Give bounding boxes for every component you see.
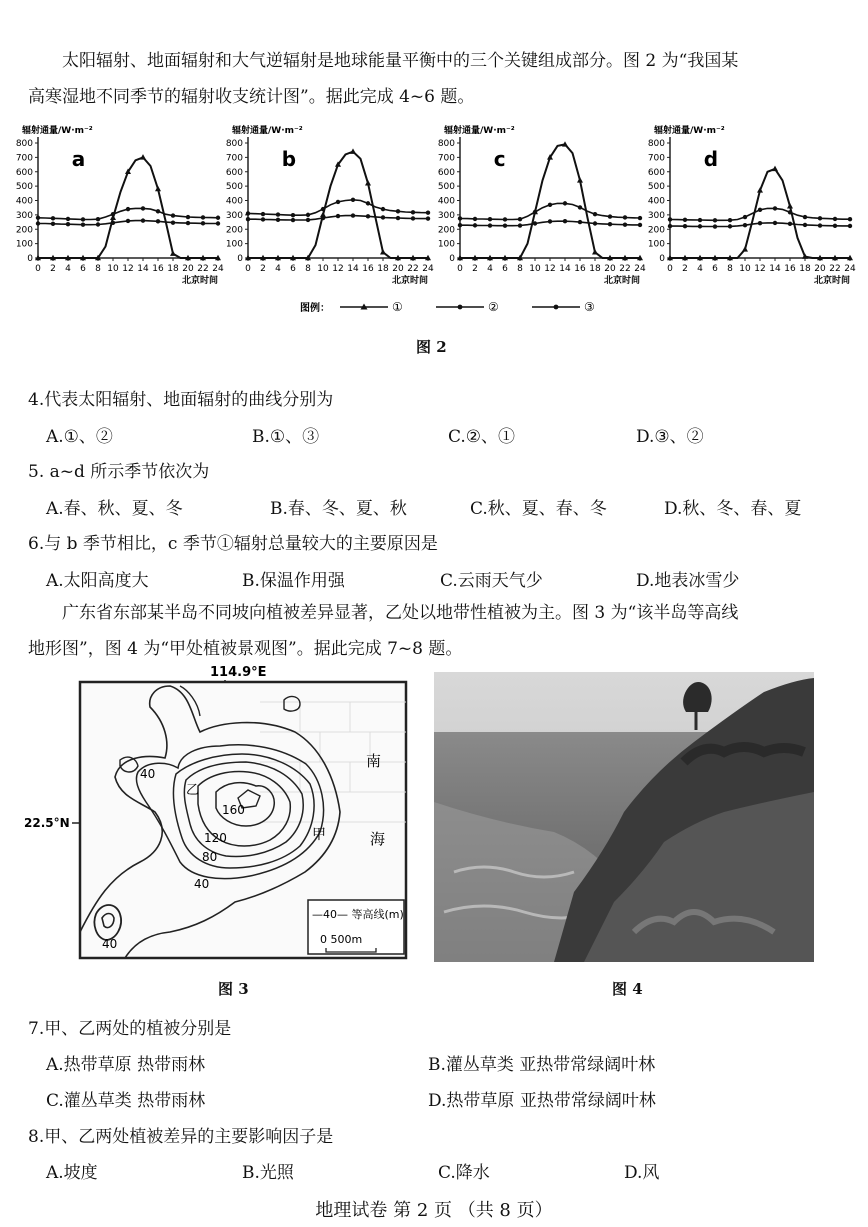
y-tick-label: 0: [27, 254, 33, 264]
series-point-3: [381, 215, 385, 219]
y-tick-label: 600: [15, 167, 33, 178]
series-point-2: [683, 218, 687, 222]
series-point-2: [518, 217, 522, 221]
q6-option-c[interactable]: C.云雨天气少: [440, 571, 543, 591]
series-point-2: [728, 218, 732, 222]
q4-option-a[interactable]: A.①、②: [46, 427, 113, 447]
series-point-3: [141, 218, 145, 222]
series-point-3: [306, 218, 310, 222]
q5-option-a[interactable]: A.春、秋、夏、冬: [46, 499, 183, 519]
x-tick-label: 20: [604, 264, 616, 274]
q6-option-b[interactable]: B.保温作用强: [242, 571, 345, 591]
series-point-3: [518, 223, 522, 227]
series-point-2: [533, 210, 537, 214]
q8-stem: 8.甲、乙两处植被差异的主要影响因子是: [28, 1127, 334, 1147]
series-point-3: [743, 223, 747, 227]
x-tick-label: 6: [80, 264, 86, 274]
series-line-1: [460, 144, 640, 258]
series-point-2: [351, 198, 355, 202]
x-tick-label: 12: [754, 264, 766, 274]
q6-stem: 6.与 b 季节相比，c 季节①辐射总量较大的主要原因是: [28, 534, 438, 554]
series-point-3: [201, 221, 205, 225]
q5-option-b[interactable]: B.春、冬、夏、秋: [270, 499, 407, 519]
series-point-3: [411, 216, 415, 220]
series-point-2: [411, 210, 415, 214]
contour-label-40-south: 40: [194, 877, 210, 891]
y-tick-label: 400: [15, 196, 33, 207]
x-tick-label: 0: [35, 264, 41, 274]
series-point-2: [563, 201, 567, 205]
vegetation-photo: [434, 672, 814, 962]
y-tick-label: 200: [15, 225, 33, 236]
x-tick-label: 22: [619, 264, 631, 274]
q8-option-b[interactable]: B.光照: [242, 1163, 294, 1183]
series-point-3: [351, 213, 355, 217]
x-tick-label: 4: [487, 264, 493, 274]
x-tick-label: 8: [517, 264, 523, 274]
y-tick-label: 600: [647, 167, 665, 178]
map-longitude: 114.9°E: [210, 665, 267, 680]
y-axis-label: 辐射通量/W·m⁻²: [232, 126, 303, 136]
series-point-3: [276, 218, 280, 222]
x-tick-label: 22: [197, 264, 209, 274]
series-point-3: [321, 216, 325, 220]
y-tick-label: 700: [647, 153, 665, 164]
y-tick-label: 600: [225, 167, 243, 178]
x-axis-label: 北京时间: [181, 276, 218, 286]
chart-panel-a: [16, 124, 224, 286]
map-legend-contour: —40— 等高线(m): [312, 908, 404, 921]
x-tick-label: 16: [574, 264, 586, 274]
series-point-2: [246, 211, 250, 215]
series-point-3: [773, 221, 777, 225]
y-tick-label: 700: [437, 153, 455, 164]
point-yi: 乙: [186, 783, 200, 798]
series-point-2: [713, 218, 717, 222]
q4-option-c[interactable]: C.②、①: [448, 427, 516, 447]
y-tick-label: 400: [225, 196, 243, 207]
x-tick-label: 4: [275, 264, 281, 274]
fig3-caption: 图 3: [218, 980, 249, 998]
series-point-1: [757, 187, 763, 192]
y-tick-label: 800: [647, 139, 665, 149]
map-latitude: 22.5°N: [24, 816, 70, 830]
series-point-2: [788, 210, 792, 214]
series-point-2: [473, 217, 477, 221]
series-point-2: [381, 207, 385, 211]
y-tick-label: 500: [225, 182, 243, 193]
series-point-3: [608, 222, 612, 226]
map-scale: 0 500m: [320, 933, 363, 946]
y-tick-label: 200: [437, 225, 455, 236]
series-point-2: [216, 216, 220, 220]
series-point-2: [111, 212, 115, 216]
x-tick-label: 2: [260, 264, 266, 274]
series-point-3: [548, 219, 552, 223]
series-point-1: [772, 166, 778, 171]
series-line-1: [248, 152, 428, 258]
series-point-1: [170, 250, 176, 255]
panel-letter: a: [71, 147, 86, 171]
x-tick-label: 14: [559, 264, 571, 274]
series-point-2: [638, 216, 642, 220]
series-point-2: [141, 206, 145, 210]
series-point-3: [818, 223, 822, 227]
intro1-line1: 太阳辐射、地面辐射和大气逆辐射是地球能量平衡中的三个关键组成部分。图 2 为“我国某: [62, 51, 739, 71]
x-tick-label: 6: [290, 264, 296, 274]
series-point-3: [848, 224, 852, 228]
x-tick-label: 12: [122, 264, 134, 274]
x-tick-label: 6: [502, 264, 508, 274]
series-point-2: [126, 207, 130, 211]
series-point-3: [51, 222, 55, 226]
series-point-2: [171, 213, 175, 217]
contour-label-40-west: 40: [140, 767, 156, 781]
series-point-2: [578, 205, 582, 209]
q8-option-a[interactable]: A.坡度: [46, 1163, 98, 1183]
series-point-3: [488, 223, 492, 227]
y-tick-label: 0: [449, 254, 455, 264]
q7-option-c[interactable]: C.灌丛草类 热带雨林: [46, 1091, 206, 1111]
series-point-1: [155, 186, 161, 191]
x-tick-label: 10: [317, 264, 329, 274]
x-tick-label: 20: [392, 264, 404, 274]
contour-label-80: 80: [202, 850, 218, 864]
chart-panel-b: [226, 124, 434, 286]
series-point-2: [458, 216, 462, 220]
x-tick-label: 4: [65, 264, 71, 274]
contour-map: [20, 662, 440, 972]
series-point-2: [773, 206, 777, 210]
y-tick-label: 0: [659, 254, 665, 264]
x-tick-label: 2: [682, 264, 688, 274]
legend-item-3: ③: [584, 300, 595, 314]
y-tick-label: 800: [437, 139, 455, 149]
x-tick-label: 18: [589, 264, 601, 274]
x-tick-label: 8: [95, 264, 101, 274]
series-point-2: [81, 217, 85, 221]
legend-marker-2: [458, 305, 463, 310]
x-tick-label: 14: [347, 264, 359, 274]
y-tick-label: 0: [237, 254, 243, 264]
series-point-1: [577, 177, 583, 182]
series-point-2: [366, 201, 370, 205]
series-point-3: [426, 216, 430, 220]
x-tick-label: 24: [844, 264, 856, 274]
y-tick-label: 300: [15, 210, 33, 221]
x-tick-label: 12: [332, 264, 344, 274]
x-tick-label: 0: [667, 264, 673, 274]
y-tick-label: 700: [225, 153, 243, 164]
intro2-line2: 地形图”，图 4 为“甲处植被景观图”。据此完成 7~8 题。: [28, 639, 463, 659]
series-point-2: [306, 213, 310, 217]
series-point-3: [36, 221, 40, 225]
q5-stem: 5. a~d 所示季节依次为: [28, 462, 210, 482]
series-point-3: [458, 223, 462, 227]
x-tick-label: 24: [212, 264, 224, 274]
series-point-3: [623, 222, 627, 226]
y-axis-label: 辐射通量/W·m⁻²: [22, 126, 93, 136]
x-tick-label: 16: [784, 264, 796, 274]
x-tick-label: 6: [712, 264, 718, 274]
x-tick-label: 0: [457, 264, 463, 274]
series-point-2: [758, 208, 762, 212]
q4-option-b[interactable]: B.①、③: [252, 427, 320, 447]
y-tick-label: 100: [225, 239, 243, 250]
series-point-3: [66, 222, 70, 226]
series-point-3: [563, 219, 567, 223]
series-point-3: [638, 223, 642, 227]
series-point-2: [848, 217, 852, 221]
series-point-1: [742, 246, 748, 251]
series-point-3: [728, 224, 732, 228]
fig4-caption: 图 4: [612, 980, 643, 998]
series-point-3: [291, 218, 295, 222]
series-point-3: [186, 221, 190, 225]
series-point-1: [592, 249, 598, 254]
x-tick-label: 10: [739, 264, 751, 274]
q8-option-d[interactable]: D.风: [624, 1163, 660, 1183]
series-point-2: [743, 215, 747, 219]
y-tick-label: 300: [647, 210, 665, 221]
y-tick-label: 100: [15, 239, 33, 250]
legend-title: 图例：: [300, 303, 330, 314]
x-axis-label: 北京时间: [813, 276, 850, 286]
x-tick-label: 14: [769, 264, 781, 274]
panel-letter: b: [281, 147, 297, 171]
series-point-1: [380, 249, 386, 254]
series-point-1: [787, 203, 793, 208]
series-point-3: [396, 216, 400, 220]
series-point-3: [81, 222, 85, 226]
y-tick-label: 600: [437, 167, 455, 178]
x-tick-label: 2: [472, 264, 478, 274]
series-point-2: [833, 217, 837, 221]
series-point-2: [593, 212, 597, 216]
x-tick-label: 20: [814, 264, 826, 274]
x-tick-label: 18: [377, 264, 389, 274]
series-point-2: [608, 214, 612, 218]
series-point-2: [51, 216, 55, 220]
series-point-3: [593, 221, 597, 225]
y-tick-label: 500: [15, 182, 33, 193]
series-point-2: [156, 209, 160, 213]
x-tick-label: 16: [152, 264, 164, 274]
legend-marker-3: [554, 305, 559, 310]
page-footer: 地理试卷 第 2 页 （共 8 页）: [315, 1200, 553, 1221]
series-point-2: [321, 207, 325, 211]
y-axis-label: 辐射通量/W·m⁻²: [654, 126, 725, 136]
panel-letter: d: [703, 147, 719, 171]
y-tick-label: 500: [437, 182, 455, 193]
legend-item-1: ①: [392, 300, 403, 314]
series-point-2: [276, 212, 280, 216]
x-tick-label: 4: [697, 264, 703, 274]
intro1-line2: 高寒湿地不同季节的辐射收支统计图”。据此完成 4~6 题。: [28, 87, 475, 107]
y-tick-label: 100: [647, 239, 665, 250]
q7-option-a[interactable]: A.热带草原 热带雨林: [46, 1055, 206, 1075]
series-point-1: [350, 148, 356, 153]
q7-option-d[interactable]: D.热带草原 亚热带常绿阔叶林: [428, 1091, 656, 1111]
series-point-3: [156, 219, 160, 223]
q7-option-b[interactable]: B.灌丛草类 亚热带常绿阔叶林: [428, 1055, 656, 1075]
q8-option-c[interactable]: C.降水: [438, 1163, 490, 1183]
x-axis-label: 北京时间: [603, 276, 640, 286]
chart-panel-d: [648, 124, 856, 286]
series-point-2: [201, 215, 205, 219]
series-point-3: [533, 221, 537, 225]
y-tick-label: 500: [647, 182, 665, 193]
series-point-2: [336, 200, 340, 204]
y-tick-label: 200: [647, 225, 665, 236]
legend-item-2: ②: [488, 300, 499, 314]
x-tick-label: 18: [167, 264, 179, 274]
y-tick-label: 200: [225, 225, 243, 236]
series-point-3: [668, 224, 672, 228]
series-point-3: [683, 224, 687, 228]
series-point-3: [578, 220, 582, 224]
y-tick-label: 300: [437, 210, 455, 221]
q6-option-d[interactable]: D.地表冰雪少: [636, 571, 740, 591]
y-axis-label: 辐射通量/W·m⁻²: [444, 126, 515, 136]
contour-label-40-sw: 40: [102, 937, 118, 951]
q4-option-d[interactable]: D.③、②: [636, 427, 704, 447]
y-tick-label: 400: [437, 196, 455, 207]
series-point-2: [426, 211, 430, 215]
series-point-3: [171, 220, 175, 224]
contour-label-120: 120: [204, 831, 227, 845]
chart-panel-c: [438, 124, 646, 286]
series-point-2: [548, 203, 552, 207]
x-tick-label: 14: [137, 264, 149, 274]
series-point-2: [186, 215, 190, 219]
chart-legend: [300, 300, 595, 314]
q5-option-c[interactable]: C.秋、夏、春、冬: [470, 499, 607, 519]
series-point-3: [336, 214, 340, 218]
series-point-3: [503, 223, 507, 227]
series-point-2: [96, 217, 100, 221]
series-point-3: [758, 221, 762, 225]
y-tick-label: 800: [225, 139, 243, 149]
y-tick-label: 100: [437, 239, 455, 250]
fig2-caption: 图 2: [416, 338, 447, 356]
contour-label-160: 160: [222, 803, 245, 817]
series-point-2: [803, 215, 807, 219]
series-point-3: [473, 223, 477, 227]
x-tick-label: 2: [50, 264, 56, 274]
point-jia: 甲: [312, 827, 326, 843]
x-tick-label: 10: [107, 264, 119, 274]
series-point-3: [803, 223, 807, 227]
q6-option-a[interactable]: A.太阳高度大: [46, 571, 149, 591]
series-point-2: [668, 217, 672, 221]
series-point-1: [365, 180, 371, 185]
x-tick-label: 8: [305, 264, 311, 274]
x-tick-label: 18: [799, 264, 811, 274]
series-point-3: [788, 222, 792, 226]
series-point-3: [216, 221, 220, 225]
series-point-3: [713, 224, 717, 228]
series-point-2: [488, 217, 492, 221]
series-point-2: [291, 213, 295, 217]
series-point-3: [366, 214, 370, 218]
x-tick-label: 22: [829, 264, 841, 274]
series-point-2: [818, 216, 822, 220]
y-tick-label: 800: [15, 139, 33, 149]
radiation-charts: [0, 115, 868, 415]
series-point-3: [698, 224, 702, 228]
series-point-2: [396, 209, 400, 213]
series-point-2: [698, 218, 702, 222]
q7-stem: 7.甲、乙两处的植被分别是: [28, 1019, 232, 1039]
x-tick-label: 16: [362, 264, 374, 274]
series-point-3: [96, 222, 100, 226]
series-line-1: [670, 169, 850, 258]
series-point-3: [833, 224, 837, 228]
series-point-2: [36, 216, 40, 220]
x-tick-label: 24: [634, 264, 646, 274]
q5-option-d[interactable]: D.秋、冬、春、夏: [664, 499, 802, 519]
sea-label-hai: 海: [370, 830, 386, 848]
x-tick-label: 12: [544, 264, 556, 274]
x-tick-label: 20: [182, 264, 194, 274]
x-tick-label: 24: [422, 264, 434, 274]
series-point-3: [261, 217, 265, 221]
series-point-1: [140, 154, 146, 159]
series-point-3: [246, 217, 250, 221]
y-tick-label: 700: [15, 153, 33, 164]
x-tick-label: 8: [727, 264, 733, 274]
series-point-2: [66, 217, 70, 221]
series-point-2: [623, 215, 627, 219]
q4-stem: 4.代表太阳辐射、地面辐射的曲线分别为: [28, 390, 334, 410]
x-tick-label: 0: [245, 264, 251, 274]
x-axis-label: 北京时间: [391, 276, 428, 286]
y-tick-label: 300: [225, 210, 243, 221]
x-tick-label: 10: [529, 264, 541, 274]
panel-letter: c: [493, 147, 506, 171]
x-tick-label: 22: [407, 264, 419, 274]
series-point-3: [111, 221, 115, 225]
series-point-2: [503, 217, 507, 221]
series-point-3: [126, 219, 130, 223]
series-point-2: [261, 212, 265, 216]
sea-label-nan: 南: [366, 752, 382, 770]
y-tick-label: 400: [647, 196, 665, 207]
intro2-line1: 广东省东部某半岛不同坡向植被差异显著，乙处以地带性植被为主。图 3 为“该半岛等高线: [62, 603, 739, 623]
